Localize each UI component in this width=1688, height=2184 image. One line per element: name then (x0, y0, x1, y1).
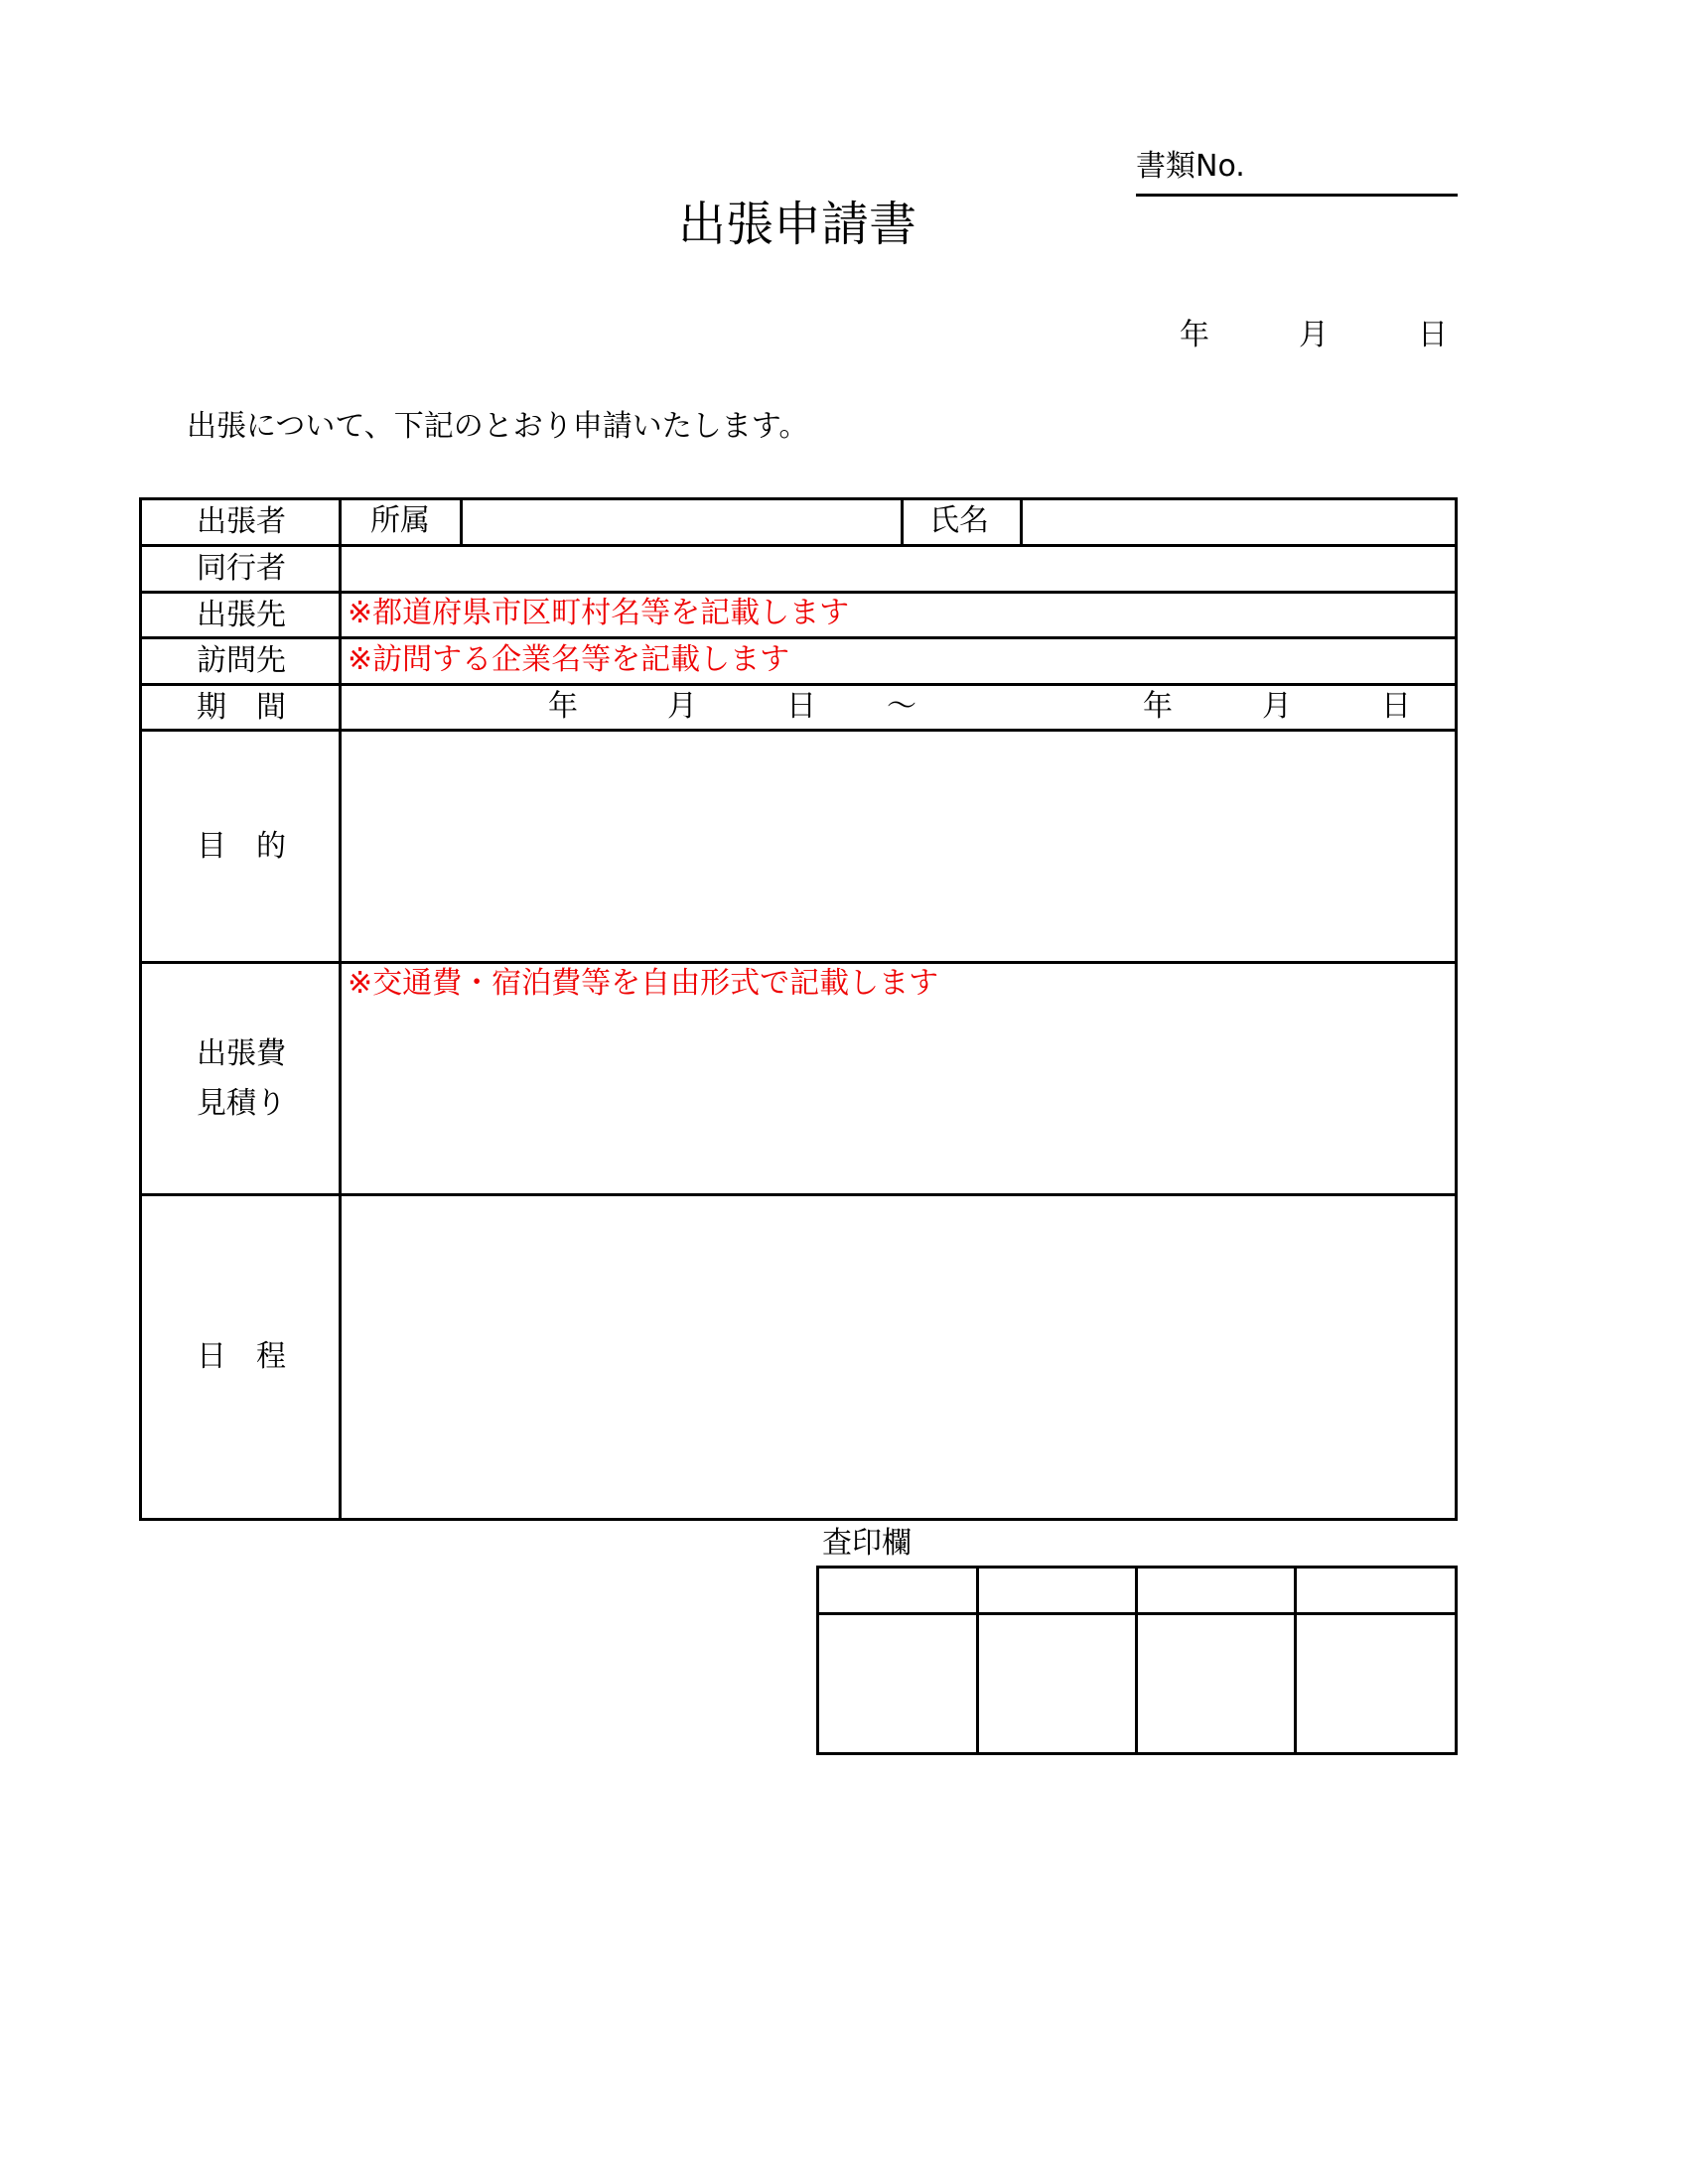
cost-estimate-label-line1: 出張費 (197, 1035, 286, 1071)
schedule-field[interactable] (342, 1196, 1455, 1518)
visit-field[interactable] (342, 639, 1455, 683)
period-field[interactable] (342, 686, 1455, 729)
application-date-year: 年 (1180, 318, 1209, 352)
period-from-day: 日 (786, 689, 816, 724)
application-form-table (139, 497, 1458, 1521)
period-from-month: 月 (667, 689, 697, 724)
application-date-day: 日 (1418, 318, 1448, 352)
affiliation-field[interactable] (463, 500, 900, 544)
stamp-box[interactable] (1297, 1615, 1455, 1752)
destination-field[interactable] (342, 594, 1455, 636)
stamp-header-cell[interactable] (819, 1569, 976, 1612)
stamp-area-title: 査印欄 (822, 1526, 912, 1561)
stamp-table (816, 1566, 1458, 1755)
schedule-label: 日 程 (197, 1339, 286, 1374)
name-label: 氏名 (929, 503, 989, 538)
period-to-day: 日 (1381, 689, 1411, 724)
stamp-box[interactable] (1138, 1615, 1294, 1752)
cost-estimate-note: ※交通費・宿泊費等を自由形式で記載します (348, 966, 939, 1001)
document-number-label: 書類No. (1136, 149, 1245, 184)
application-date-month: 月 (1299, 318, 1329, 352)
period-separator: ～ (887, 689, 916, 724)
stamp-header-cell[interactable] (1297, 1569, 1455, 1612)
intro-text: 出張について、下記のとおり申請いたします。 (187, 409, 809, 444)
period-from-year: 年 (548, 689, 578, 724)
stamp-box[interactable] (979, 1615, 1135, 1752)
page-title: 出張申請書 (677, 197, 916, 252)
affiliation-label: 所属 (370, 503, 430, 538)
name-label-divider-left (901, 500, 904, 544)
cost-estimate-field[interactable] (342, 964, 1455, 1193)
purpose-field[interactable] (342, 732, 1455, 961)
period-to-year: 年 (1143, 689, 1173, 724)
stamp-box[interactable] (819, 1615, 976, 1752)
period-label: 期 間 (197, 689, 286, 725)
traveler-label: 出張者 (197, 504, 286, 539)
name-field[interactable] (1023, 500, 1455, 544)
stamp-header-cell[interactable] (1138, 1569, 1294, 1612)
destination-note: ※都道府県市区町村名等を記載します (348, 596, 850, 630)
purpose-label: 目 的 (197, 828, 286, 864)
companion-label: 同行者 (197, 551, 286, 586)
destination-label: 出張先 (197, 597, 286, 632)
stamp-header-cell[interactable] (979, 1569, 1135, 1612)
companion-field[interactable] (342, 547, 1455, 591)
visit-label: 訪問先 (197, 643, 286, 678)
visit-note: ※訪問する企業名等を記載します (348, 642, 790, 677)
period-to-month: 月 (1262, 689, 1292, 724)
cost-estimate-label (142, 964, 341, 1193)
cost-estimate-label-line2: 見積り (197, 1085, 286, 1121)
